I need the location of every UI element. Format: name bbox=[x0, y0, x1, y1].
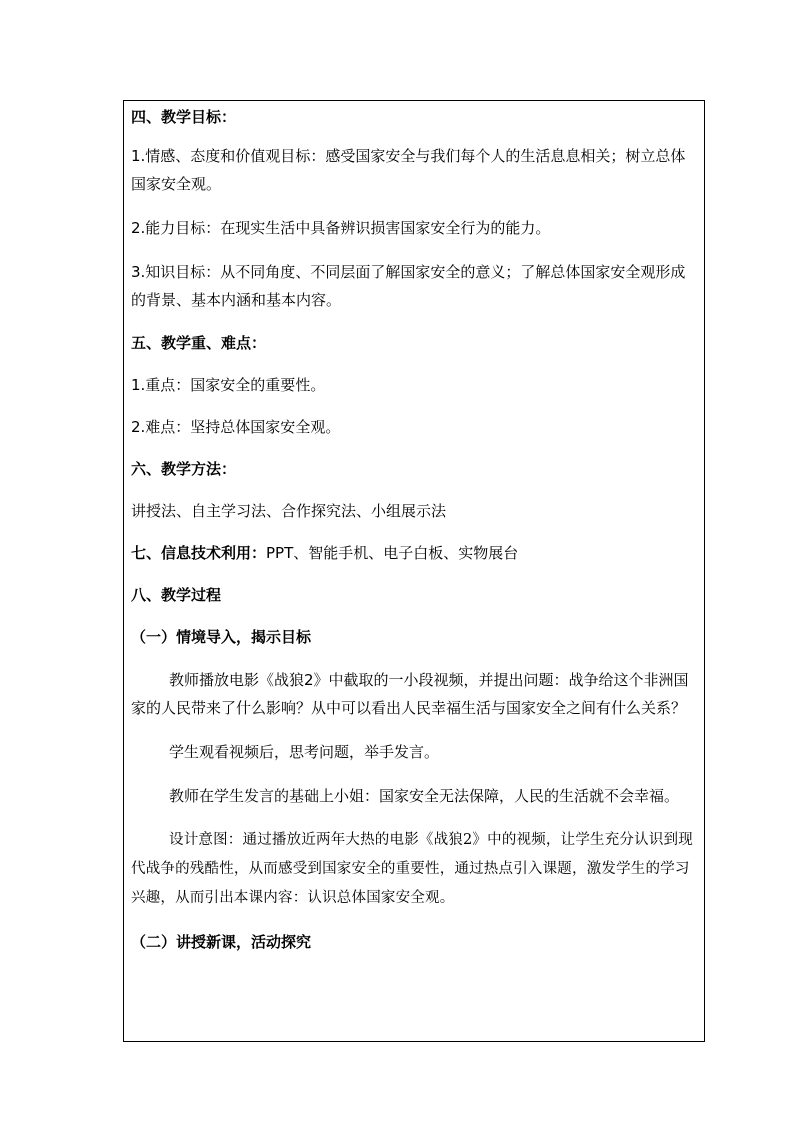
objective-knowledge: 3.知识目标：从不同角度、不同层面了解国家安全的意义；了解总体国家安全观形成的背景、基本内涵和基本内容。 bbox=[131, 263, 686, 309]
teaching-methods-text: 讲授法、自主学习法、合作探究法、小组展示法 bbox=[131, 502, 447, 520]
paragraph-teacher-summary: 教师在学生发言的基础上小姐：国家安全无法保障，人民的生活就不会幸福。 bbox=[169, 787, 680, 805]
objective-emotion: 1.情感、态度和价值观目标：感受国家安全与我们每个人的生活息息相关；树立总体国家安全观。 bbox=[131, 147, 686, 193]
section-heading-teaching-objectives: 四、教学目标： bbox=[131, 108, 237, 126]
section-heading-key-points: 五、教学重、难点： bbox=[131, 334, 267, 352]
section-info-technology bbox=[131, 540, 697, 566]
key-point: 1.重点：国家安全的重要性。 bbox=[131, 376, 326, 394]
subheading-new-lesson: （二）讲授新课，活动探究 bbox=[131, 933, 312, 951]
paragraph-design-intent: 设计意图：通过播放近两年大热的电影《战狼2》中的视频，让学生充分认识到现代战争的残酷性，从而感受到国家安全的重要性，通过热点引入课题，激发学生的学习兴趣，从而引出本课内容：认识总体国家安全观。 bbox=[131, 832, 693, 906]
objective-ability: 2.能力目标：在现实生活中具备辨识损害国家安全行为的能力。 bbox=[131, 219, 551, 237]
section-heading-info-technology: 七、信息技术利用： bbox=[131, 544, 267, 562]
info-technology-text: PPT、智能手机、电子白板、实物展台 bbox=[266, 544, 519, 562]
paragraph-student-response: 学生观看视频后，思考问题，举手发言。 bbox=[169, 743, 440, 761]
difficult-point: 2.难点：坚持总体国家安全观。 bbox=[131, 418, 341, 436]
section-heading-teaching-methods: 六、教学方法： bbox=[131, 460, 237, 478]
document-content bbox=[131, 104, 697, 971]
paragraph-teacher-video: 教师播放电影《战狼2》中截取的一小段视频，并提出问题：战争给这个非洲国家的人民带来了什么影响？从中可以看出人民幸福生活与国家安全之间有什么关系？ bbox=[131, 671, 689, 717]
subheading-introduction: （一）情境导入，揭示目标 bbox=[131, 628, 312, 646]
section-heading-teaching-process: 八、教学过程 bbox=[131, 586, 222, 604]
